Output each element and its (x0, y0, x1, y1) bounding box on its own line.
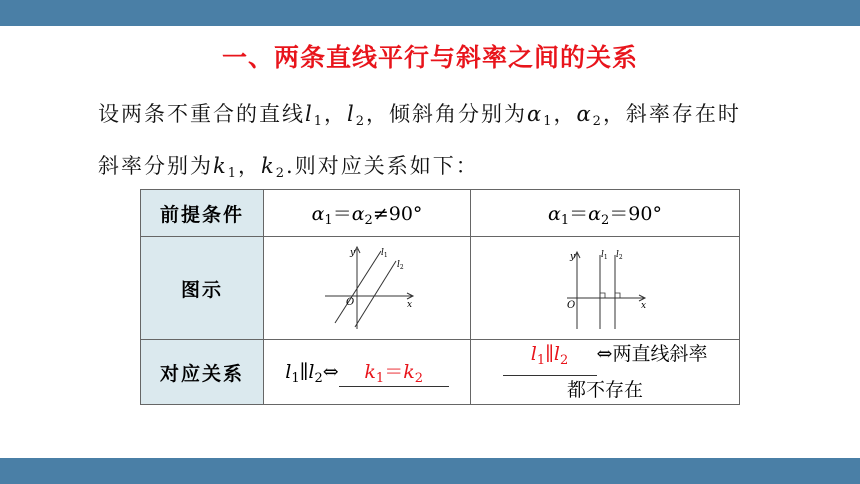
top-banner (0, 0, 860, 26)
condition-tail: ≠90° (372, 202, 423, 225)
intro-text: .则对应关系如下： (286, 154, 479, 178)
parallel-symbol: ∥ (545, 343, 554, 365)
comma: ， (553, 102, 577, 126)
subscript: 2 (355, 114, 366, 129)
relation-text: 都不存在 (566, 379, 643, 401)
intro-text: 设两条不重合的直线 (98, 102, 305, 126)
x-label: x (407, 299, 413, 310)
answer-blank-vertical (503, 340, 597, 376)
table-row (141, 340, 740, 405)
x-label: x (641, 300, 647, 311)
l2-label: $l_2$ (616, 249, 623, 261)
var-k: k (213, 154, 228, 178)
comma: ， (238, 154, 262, 178)
var-l: l (305, 102, 314, 126)
relation-sloped (264, 340, 471, 405)
answer-blank-slope (339, 357, 449, 387)
subscript: 1 (324, 212, 333, 228)
subscript: 2 (592, 114, 603, 129)
var-l: l (308, 361, 315, 383)
parallel-symbol: ∥ (299, 361, 309, 383)
condition-tail: ＝90° (609, 202, 662, 225)
var-alpha: α (548, 202, 561, 225)
relation-table (140, 189, 740, 405)
comma: ， (324, 102, 347, 126)
subscript: 2 (314, 371, 323, 386)
subscript: 1 (560, 212, 570, 228)
var-alpha: α (351, 202, 365, 225)
line-l2 (355, 261, 396, 327)
subscript: 1 (291, 371, 300, 386)
var-alpha: α (576, 102, 593, 126)
y-label: y (350, 247, 356, 258)
right-angle-mark (600, 293, 605, 298)
header-relation: 对应关系 (141, 340, 264, 405)
header-condition: 前提条件 (141, 190, 264, 237)
var-l: l (530, 343, 537, 365)
intro-paragraph (98, 92, 788, 196)
subscript: 1 (536, 353, 546, 368)
section-title: 一、两条直线平行与斜率之间的关系 (221, 43, 638, 72)
subscript: 1 (375, 371, 385, 386)
origin-label: O (346, 296, 355, 308)
figure-sloped-cell (264, 237, 471, 340)
subscript: 1 (543, 114, 554, 129)
var-k: k (261, 154, 276, 178)
subscript: 1 (313, 114, 324, 129)
y-label: y (570, 251, 576, 262)
var-l: l (285, 361, 292, 383)
subscript: 2 (601, 212, 610, 228)
l1-label: $l_1$ (601, 249, 608, 261)
equals: ＝ (569, 202, 589, 225)
right-angle-mark (615, 293, 620, 298)
line-l1 (335, 251, 381, 323)
bottom-banner (0, 458, 860, 484)
figure-vertical-cell (471, 237, 740, 340)
var-alpha: α (311, 202, 325, 225)
intro-text: ，倾斜角分别为 (366, 102, 527, 126)
table-row (141, 190, 740, 237)
l2-label: $l_2$ (397, 259, 404, 271)
var-k: k (364, 361, 376, 383)
equals: ＝ (384, 361, 404, 383)
subscript: 2 (275, 166, 287, 181)
relation-text: ⇔两直线斜率 (596, 343, 708, 365)
var-alpha: α (527, 102, 544, 126)
condition-vertical (471, 190, 740, 237)
parallel-vertical-lines-figure (555, 241, 655, 331)
equals: ＝ (332, 202, 352, 225)
table-row (141, 237, 740, 340)
parallel-sloped-lines-figure (317, 241, 417, 331)
l1-label: $l_1$ (381, 247, 388, 259)
subscript: 2 (364, 212, 373, 228)
relation-vertical-text (471, 340, 739, 404)
subscript: 2 (414, 371, 423, 386)
subscript: 1 (227, 166, 239, 181)
intro-text: ，斜率存在时 (602, 102, 741, 126)
var-l: l (347, 102, 356, 126)
subscript: 2 (560, 353, 569, 368)
header-figure: 图示 (141, 237, 264, 340)
condition-sloped (264, 190, 471, 237)
relation-vertical (471, 340, 740, 405)
var-k: k (403, 361, 415, 383)
origin-label: O (567, 299, 576, 311)
iff-symbol: ⇔ (322, 361, 339, 383)
var-l: l (553, 343, 560, 365)
intro-text: 斜率分别为 (98, 154, 213, 178)
var-alpha: α (588, 202, 601, 225)
